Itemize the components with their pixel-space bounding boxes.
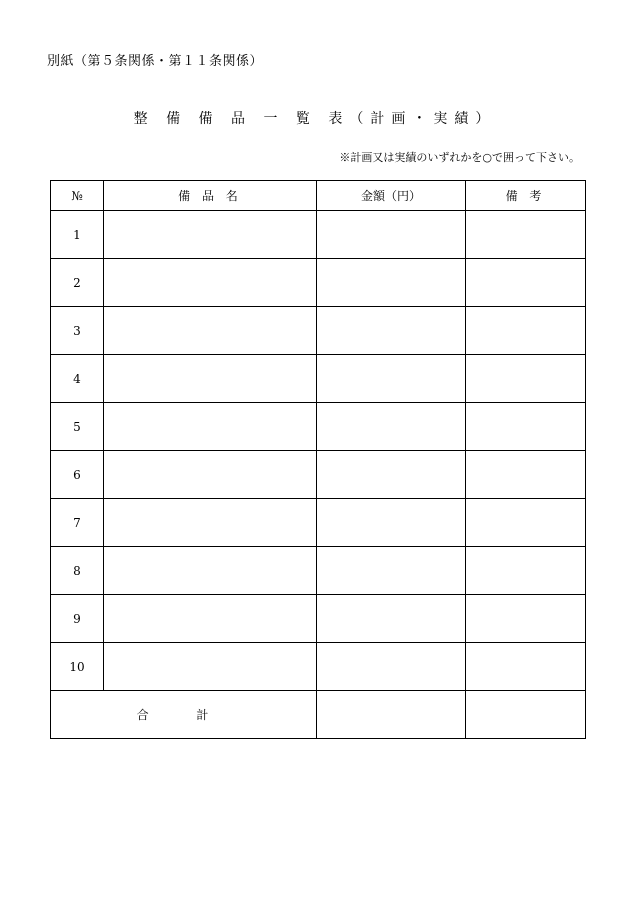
remarks-cell[interactable] [466, 355, 586, 403]
row-number: 10 [51, 643, 104, 691]
item-name-cell[interactable] [104, 451, 317, 499]
row-number: 5 [51, 403, 104, 451]
amount-cell[interactable] [317, 595, 466, 643]
item-name-cell[interactable] [104, 595, 317, 643]
remarks-cell[interactable] [466, 403, 586, 451]
table-row [51, 307, 586, 355]
total-row [51, 691, 586, 739]
item-name-cell[interactable] [104, 211, 317, 259]
row-number: 9 [51, 595, 104, 643]
header-remarks: 備 考 [466, 181, 586, 211]
header-no: № [51, 181, 104, 211]
document-title: 整 備 備 品 一 覧 表（計画・実績） [133, 111, 497, 127]
remarks-cell[interactable] [466, 499, 586, 547]
row-number: 4 [51, 355, 104, 403]
remarks-cell[interactable] [466, 547, 586, 595]
remarks-cell[interactable] [466, 643, 586, 691]
header-item-name: 備 品 名 [104, 181, 317, 211]
item-name-cell[interactable] [104, 355, 317, 403]
row-number: 8 [51, 547, 104, 595]
equipment-table [50, 180, 586, 739]
amount-cell[interactable] [317, 643, 466, 691]
row-number: 1 [51, 211, 104, 259]
amount-cell[interactable] [317, 403, 466, 451]
remarks-cell[interactable] [466, 451, 586, 499]
total-amount-cell[interactable] [317, 691, 466, 739]
table-row [51, 451, 586, 499]
row-number: 6 [51, 451, 104, 499]
row-number: 3 [51, 307, 104, 355]
total-label: 合 計 [51, 691, 317, 739]
table-row [51, 211, 586, 259]
remarks-cell[interactable] [466, 307, 586, 355]
item-name-cell[interactable] [104, 643, 317, 691]
amount-cell[interactable] [317, 451, 466, 499]
remarks-cell[interactable] [466, 595, 586, 643]
table-row [51, 643, 586, 691]
item-name-cell[interactable] [104, 547, 317, 595]
total-remarks-cell[interactable] [466, 691, 586, 739]
appendix-reference: 別紙（第５条関係・第１１条関係） [47, 54, 264, 69]
remarks-cell[interactable] [466, 259, 586, 307]
table-row [51, 499, 586, 547]
item-name-cell[interactable] [104, 403, 317, 451]
item-name-cell[interactable] [104, 499, 317, 547]
table-row [51, 259, 586, 307]
header-amount: 金額（円） [317, 181, 466, 211]
amount-cell[interactable] [317, 355, 466, 403]
row-number: 2 [51, 259, 104, 307]
amount-cell[interactable] [317, 547, 466, 595]
amount-cell[interactable] [317, 499, 466, 547]
table-row [51, 355, 586, 403]
amount-cell[interactable] [317, 307, 466, 355]
amount-cell[interactable] [317, 211, 466, 259]
amount-cell[interactable] [317, 259, 466, 307]
row-number: 7 [51, 499, 104, 547]
table-row [51, 547, 586, 595]
item-name-cell[interactable] [104, 307, 317, 355]
instruction-note: ※計画又は実績のいずれかを○で囲って下さい。 [339, 151, 580, 164]
item-name-cell[interactable] [104, 259, 317, 307]
table-header-row [51, 181, 586, 211]
remarks-cell[interactable] [466, 211, 586, 259]
table-row [51, 595, 586, 643]
table-row [51, 403, 586, 451]
